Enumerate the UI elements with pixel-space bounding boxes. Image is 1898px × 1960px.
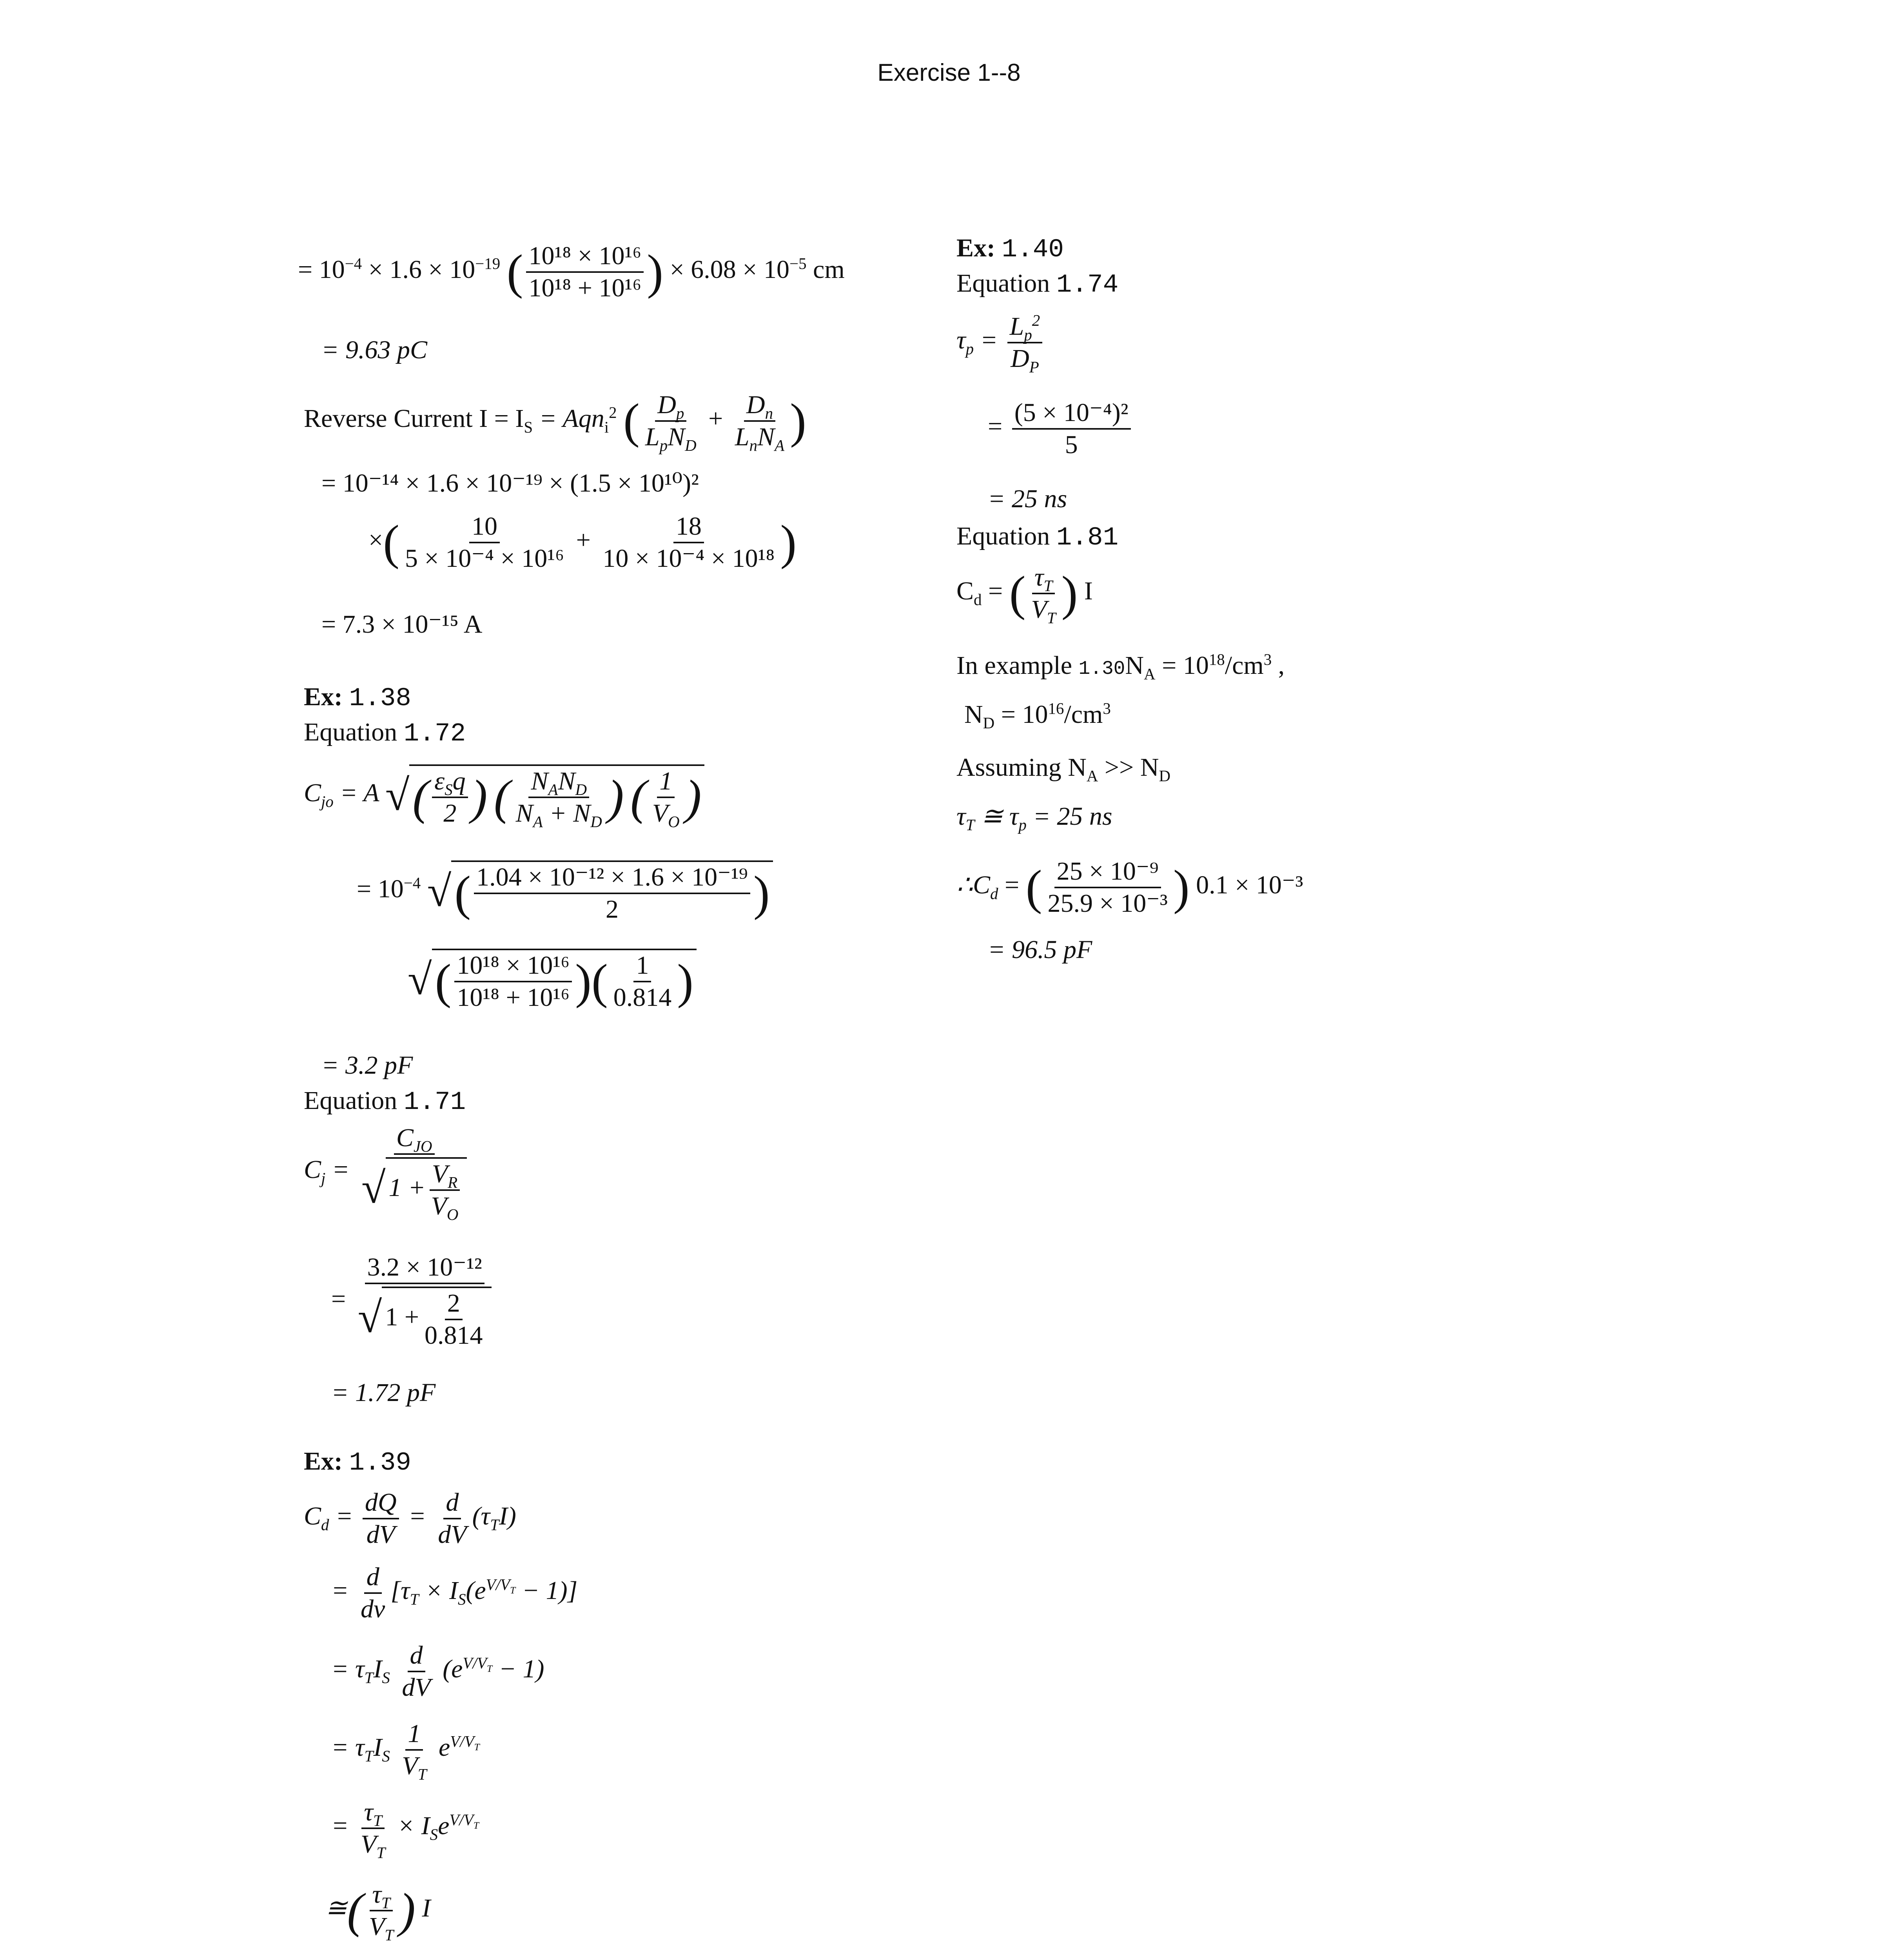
diffusion-capacitance-line-6: ≅( $\frac{\tau_T}{V_T}$ ) I — [325, 1880, 431, 1944]
transit-time-equality — [956, 802, 1112, 834]
eq-text: 1 + — [388, 1173, 426, 1202]
subscript: S — [457, 1590, 466, 1608]
exercise-label: Ex: — [304, 682, 343, 711]
equation-number: 1.71 — [403, 1087, 466, 1117]
eq-text: ≅ — [325, 1894, 347, 1923]
subscript: n — [765, 405, 773, 423]
eq-text: N — [964, 700, 983, 729]
subscript: O — [446, 1206, 459, 1224]
radicand — [386, 1157, 467, 1224]
diffusion-capacitance-line-3 — [331, 1642, 544, 1700]
numerator: 10¹⁸ × 10¹⁶ — [526, 243, 644, 273]
eq-text: = — [331, 1811, 349, 1840]
paren: ) — [790, 394, 806, 448]
fraction — [403, 514, 566, 572]
numerator: 3.2 × 10⁻¹² — [365, 1254, 484, 1284]
eq-text: = 10 — [994, 700, 1048, 729]
eq-text: τ — [956, 326, 966, 355]
numerator: dQ — [363, 1490, 399, 1519]
denominator: V — [1031, 595, 1047, 624]
denominator: dV — [366, 1520, 396, 1549]
denominator: V — [652, 799, 668, 828]
radicand: ( $\frac{\text{1.04 × 10⁻¹² × 1.6 × 10⁻¹⁹}}{2}$ ) — [451, 860, 773, 922]
fraction — [359, 1123, 470, 1224]
eq-text: = — [332, 1155, 350, 1184]
example-number: 1.30 — [1078, 658, 1125, 680]
equation-reference — [956, 523, 1118, 551]
numerator: q — [452, 767, 466, 795]
denominator: dV — [438, 1520, 467, 1549]
eq-text: I — [373, 1655, 382, 1684]
equation-number: 1.72 — [403, 719, 466, 748]
eq-text: = — [988, 412, 1003, 441]
denominator: 5 × 10⁻⁴ × 10¹⁶ — [405, 544, 564, 573]
subscript: T — [364, 1669, 374, 1687]
equation-label: Equation — [956, 269, 1050, 298]
subscript: p — [1018, 816, 1027, 834]
eq-text: /cm — [1225, 651, 1264, 680]
equation-number: 1.74 — [1056, 270, 1119, 299]
cj-result: = 1.72 pF — [331, 1378, 436, 1407]
numerator: d — [364, 1564, 382, 1594]
numerator: V — [432, 1160, 448, 1188]
equation-number: 1.81 — [1056, 523, 1119, 552]
subscript: A — [775, 437, 785, 455]
numerator: 10 — [469, 514, 500, 543]
fraction — [526, 243, 644, 301]
subscript: A — [1144, 665, 1156, 683]
eq-text: = A — [340, 779, 379, 808]
subscript: JO — [413, 1138, 432, 1156]
eq-text: I — [1084, 577, 1093, 606]
equation-label: Equation — [304, 1086, 397, 1115]
eq-text: = 10 — [298, 255, 345, 284]
subscript: P — [1029, 358, 1039, 376]
eq-text: (τ — [472, 1502, 490, 1531]
radical-sign: √ — [408, 955, 432, 1004]
radical-sign: √ — [357, 1293, 382, 1342]
numerator: N — [531, 767, 548, 795]
eq-text: [τ — [390, 1576, 410, 1605]
exponent: −4 — [345, 255, 362, 273]
eq-text: − 1)] — [515, 1576, 578, 1605]
eq-text: 1 + — [385, 1303, 419, 1332]
charge-equation — [298, 243, 845, 301]
reverse-current-equation: Reverse Current $I = I_S = Aqn_i^2$ ( $\frac{D_p}{L_pN_D}$ + $\frac{D_n}{L_nN_A}$ ) — [304, 390, 806, 455]
eq-text: (e — [466, 1576, 486, 1605]
subscript: d — [321, 1516, 329, 1534]
equation-reference — [304, 1088, 466, 1115]
eq-text: C — [304, 779, 321, 808]
fraction — [643, 390, 699, 455]
diffusion-capacitance-line-5 — [331, 1798, 479, 1862]
subscript: A — [533, 813, 543, 831]
exponent: V/V — [463, 1654, 487, 1672]
eq-text: = — [331, 1285, 346, 1314]
eq-text: I) — [499, 1502, 516, 1531]
eq-text: × I — [397, 1811, 430, 1840]
numerator: τ — [364, 1798, 374, 1826]
exponent: V/V — [486, 1576, 510, 1594]
page-title: Exercise 1--8 — [877, 59, 1021, 86]
eq-text: C — [956, 577, 974, 606]
radical-sign: √ — [361, 1163, 386, 1212]
exponent: −4 — [403, 874, 421, 892]
denominator: 5 — [1065, 430, 1078, 459]
eq-text: >> N — [1098, 753, 1159, 782]
denominator: 2 — [443, 799, 457, 828]
diffusion-capacitance-formula: $C_d$ = ( $\frac{\tau_T}{V_T}$ ) I — [956, 563, 1093, 627]
numerator: C — [396, 1123, 414, 1152]
subscript: A — [1086, 767, 1098, 785]
numerator: d — [408, 1642, 425, 1672]
junction-capacitance-formula — [304, 764, 704, 831]
eq-text: = — [335, 1502, 353, 1531]
donor-concentration — [964, 700, 1111, 732]
eq-text: ≅ τ — [974, 802, 1019, 831]
diffusion-capacitance-line-2 — [331, 1564, 577, 1622]
subscript: j — [321, 1169, 326, 1187]
eq-text: τ — [956, 802, 966, 831]
subscript: S — [445, 781, 453, 799]
hole-lifetime-formula — [956, 312, 1045, 376]
subscript: T — [410, 1590, 419, 1608]
numerator: 2 — [445, 1290, 463, 1320]
radicand: ( $\frac{\varepsilon_Sq}{2}$ ) ( $\frac{N_AN_D}{N_A + N_D}$ ) ( $\frac{1}{V_O}$ ) — [409, 764, 704, 826]
radicand — [382, 1287, 491, 1348]
result-text: = 3.2 pF — [321, 1051, 413, 1080]
numerator: 1 — [633, 953, 651, 982]
diffusion-capacitance-line-1 — [304, 1490, 516, 1548]
eq-text: C — [304, 1155, 321, 1184]
eq-text: = 10 — [1155, 651, 1209, 680]
denominator: dV — [402, 1673, 431, 1702]
unit: cm — [813, 255, 845, 284]
reverse-current-fraction-line: ×( $\frac{10}{\text{5 × 10⁻⁴ × 10¹⁶}}$ + $\frac{18}{\text{10 × 10⁻⁴ × 10¹⁸}}$ ) — [368, 512, 797, 573]
cjo-result — [321, 1053, 413, 1078]
example-reference-text — [956, 651, 1285, 683]
reverse-current-result: = 7.3 × 10⁻¹⁵ A — [321, 610, 483, 639]
subscript: T — [473, 1820, 479, 1831]
eq-text: × 6.08 × 10 — [670, 255, 790, 284]
denominator: V — [369, 1912, 385, 1941]
exponent: 2 — [1032, 312, 1040, 329]
exponent: 3 — [1263, 651, 1272, 668]
numerator: 10¹⁸ × 10¹⁶ — [454, 953, 572, 982]
subscript: T — [1047, 609, 1056, 627]
subscript: p — [676, 405, 684, 423]
exercise-label: Ex: — [304, 1447, 343, 1475]
eq-text: = — [331, 1576, 349, 1605]
equation-reference — [304, 719, 466, 747]
subscript: T — [364, 1747, 374, 1765]
numerator: 1 — [657, 768, 675, 798]
eq-text: × 1.6 × 10 — [368, 255, 475, 284]
subscript: T — [486, 1663, 492, 1675]
eq-text: 0.1 × 10⁻³ — [1196, 871, 1303, 900]
hole-lifetime-substitution — [988, 400, 1134, 458]
numerator: (5 × 10⁻⁴)² — [1012, 400, 1131, 430]
exponent: 3 — [1103, 700, 1111, 717]
subscript: D — [590, 813, 602, 831]
subscript: i — [604, 418, 609, 436]
denominator: L — [645, 423, 660, 451]
exponent: V/V — [449, 1811, 474, 1829]
equation-label: Equation — [956, 522, 1050, 550]
diffusion-capacitance-substitution: $\therefore C_d$ = ( $\frac{\text{25 × 10⁻⁹}}{\text{25.9 × 10⁻³}}$ ) 0.1 × 10⁻³ — [956, 857, 1303, 918]
numerator: τ — [1034, 563, 1044, 592]
eq-text: e — [438, 1733, 450, 1762]
exercise-number: 1.39 — [349, 1448, 411, 1477]
exercise-number: 1.40 — [1002, 235, 1064, 264]
denominator: dv — [361, 1595, 385, 1623]
subscript: jo — [321, 793, 334, 811]
subscript: d — [990, 885, 998, 903]
numerator: τ — [372, 1880, 382, 1909]
numerator: L — [1009, 312, 1024, 341]
eq-text: − 1) — [492, 1655, 544, 1684]
subscript: d — [974, 591, 982, 609]
reverse-current-substitution: = 10⁻¹⁴ × 1.6 × 10⁻¹⁹ × (1.5 × 10¹⁰)² — [321, 469, 699, 497]
exponent: 16 — [1048, 700, 1064, 717]
exercise-heading — [304, 684, 411, 711]
subscript: S — [382, 1669, 390, 1687]
denominator: L — [735, 423, 749, 451]
paren: ) — [647, 245, 664, 299]
subscript: D — [685, 437, 697, 455]
numerator: 1 — [405, 1721, 423, 1751]
junction-capacitance-substitution — [357, 860, 773, 922]
charge-result: = 9.63 pC — [321, 336, 428, 364]
denominator: V — [431, 1192, 447, 1220]
numerator: D — [746, 390, 765, 419]
eq-text: (e — [443, 1655, 463, 1684]
equation-label: Equation — [304, 718, 397, 746]
subscript: O — [668, 813, 680, 831]
subscript: n — [749, 437, 758, 455]
eq-text: ∴C — [956, 871, 991, 900]
exponent: −5 — [789, 255, 807, 273]
exercise-label: Ex: — [956, 234, 995, 262]
fraction — [600, 514, 777, 572]
subscript: T — [373, 1812, 382, 1830]
radical-sign: √ — [385, 771, 410, 820]
subscript: A — [548, 781, 558, 799]
subscript: T — [965, 816, 975, 834]
numerator: 1.04 × 10⁻¹² × 1.6 × 10⁻¹⁹ — [474, 864, 750, 894]
eq-text: = — [1004, 871, 1020, 900]
eq-text: I — [422, 1894, 431, 1923]
subscript: T — [376, 1844, 386, 1862]
subscript: p — [1024, 326, 1032, 344]
denominator: + N — [543, 799, 591, 828]
denominator: V — [402, 1751, 418, 1780]
exponent: −19 — [475, 255, 501, 273]
exponent: 2 — [609, 404, 617, 422]
cj-substitution — [331, 1254, 497, 1348]
subscript: p — [965, 340, 974, 358]
paren: ( — [506, 245, 523, 299]
numerator: D — [657, 390, 676, 419]
exercise-heading — [304, 1448, 411, 1476]
denominator: 2 — [605, 895, 619, 924]
subscript: S — [524, 418, 533, 436]
denominator: 10¹⁸ + 10¹⁶ — [457, 983, 570, 1012]
subscript: T — [510, 1585, 516, 1596]
subscript: D — [983, 714, 995, 732]
subscript: D — [575, 781, 587, 799]
paren: ( — [623, 394, 640, 448]
subscript: T — [417, 1766, 427, 1784]
paren: ( — [383, 515, 399, 570]
eq-text: = τ — [331, 1655, 365, 1684]
subscript: p — [659, 437, 668, 455]
subscript: S — [430, 1826, 438, 1844]
assumption-text — [956, 753, 1171, 785]
eq-text: = — [408, 1502, 426, 1531]
eq-text: = 25 ns — [1026, 802, 1112, 831]
denominator: 0.814 — [613, 983, 672, 1012]
diffusion-capacitance-line-4 — [331, 1719, 480, 1784]
denominator: 10¹⁸ + 10¹⁶ — [528, 274, 642, 302]
numerator: 25 × 10⁻⁹ — [1054, 858, 1161, 888]
denominator: N — [757, 423, 775, 451]
eq-text: N — [1125, 651, 1144, 680]
eq-text: × I — [419, 1576, 458, 1605]
diffusion-capacitance-result: = 96.5 pF — [988, 935, 1092, 964]
numerator: 18 — [673, 514, 704, 543]
eq-text: = 10 — [357, 875, 404, 904]
subscript: T — [490, 1516, 499, 1534]
exponent: V/V — [450, 1733, 474, 1751]
eq-text: Reverse Current I = I — [304, 404, 524, 433]
eq-text: In example — [956, 651, 1072, 680]
denominator: D — [1011, 344, 1029, 373]
denominator: 10 × 10⁻⁴ × 10¹⁸ — [602, 544, 775, 573]
numerator: ε — [434, 767, 445, 795]
eq-text: C — [304, 1502, 321, 1531]
eq-text: = — [988, 577, 1003, 606]
hole-lifetime-result: = 25 ns — [988, 485, 1067, 513]
cj-formula — [304, 1123, 472, 1224]
denominator: N — [668, 423, 685, 451]
fraction — [356, 1254, 494, 1348]
subscript: S — [382, 1747, 390, 1765]
eq-text: = — [980, 326, 998, 355]
subscript: T — [1043, 577, 1053, 595]
denominator: N — [515, 799, 533, 828]
junction-capacitance-substitution-2 — [408, 949, 697, 1011]
exercise-heading — [956, 235, 1064, 263]
subscript: D — [1159, 767, 1171, 785]
equation-reference — [956, 270, 1118, 298]
radicand: ( $\frac{\text{10¹⁸ × 10¹⁶}}{\text{10¹⁸ + 10¹⁶}}$ )( $\frac{1}{0.814}$ ) — [432, 949, 697, 1011]
eq-text: , — [1272, 651, 1285, 680]
denominator: 25.9 × 10⁻³ — [1047, 889, 1168, 918]
eq-text: = τ — [331, 1733, 365, 1762]
eq-text: = Aqn — [539, 404, 604, 433]
eq-text: /cm — [1064, 700, 1103, 729]
eq-text: Assuming N — [956, 753, 1087, 782]
numerator: N — [558, 767, 575, 795]
subscript: T — [385, 1926, 394, 1944]
exercise-number: 1.38 — [349, 684, 411, 713]
denominator: V — [361, 1830, 377, 1858]
exponent: 18 — [1208, 651, 1225, 668]
eq-text: e — [438, 1811, 450, 1840]
subscript: T — [474, 1742, 480, 1753]
subscript: T — [381, 1894, 390, 1912]
fraction — [733, 390, 787, 455]
eq-text: I — [373, 1733, 382, 1762]
subscript: R — [448, 1174, 458, 1192]
denominator: 0.814 — [425, 1321, 483, 1350]
radical-sign: √ — [427, 867, 452, 916]
paren: ) — [780, 515, 797, 570]
numerator: d — [443, 1490, 461, 1519]
